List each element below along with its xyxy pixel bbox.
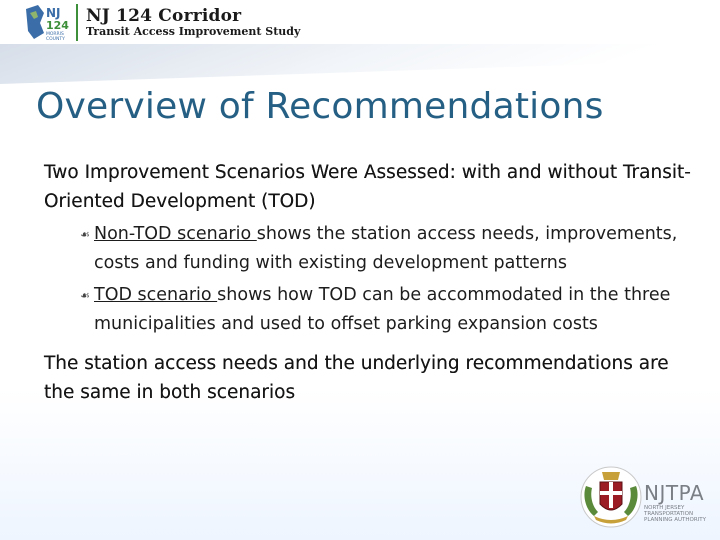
org-name: NJTPA (644, 481, 705, 505)
tod-scenario-description: shows how TOD can be accommodated in the three municipalities and used to offset parking expansion costs (94, 285, 671, 334)
logo-text-124: 124 (46, 19, 69, 32)
bullet-icon: ☙ (80, 228, 90, 241)
list-item-tod (44, 281, 694, 339)
county-seal-icon (580, 466, 642, 528)
slide-body (44, 158, 694, 407)
study-title: NJ 124 Corridor (86, 6, 242, 26)
nj124-logo (24, 3, 72, 41)
non-tod-scenario-description: shows the station access needs, improvements, costs and funding with existing development patterns (94, 224, 678, 273)
study-subtitle: Transit Access Improvement Study (86, 25, 301, 38)
lead-statement: Two Improvement Scenarios Were Assessed: with and without Transit-Oriented Development (TOD) (44, 162, 691, 212)
tod-scenario-label: TOD scenario (94, 285, 218, 305)
logo-caption-morris: MORRIS (46, 32, 64, 37)
header-stripe-decoration (0, 44, 720, 84)
closing-statement: The station access needs and the underlying recommendations are the same in both scenarios (44, 353, 669, 403)
non-tod-scenario-label: Non-TOD scenario (94, 224, 257, 244)
page-title: Overview of Recommendations (36, 86, 604, 127)
logo-divider (76, 4, 78, 41)
list-item-non-tod (44, 220, 694, 278)
bullet-icon: ☙ (80, 289, 90, 302)
scenario-list (44, 220, 694, 339)
njtpa-logo (644, 483, 716, 523)
slide-header (0, 0, 720, 75)
logo-caption-county: COUNTY (46, 37, 65, 41)
logo-text-nj: NJ (46, 6, 61, 20)
org-subtitle: NORTH JERSEY TRANSPORTATION PLANNING AUTHORITY (644, 505, 707, 523)
